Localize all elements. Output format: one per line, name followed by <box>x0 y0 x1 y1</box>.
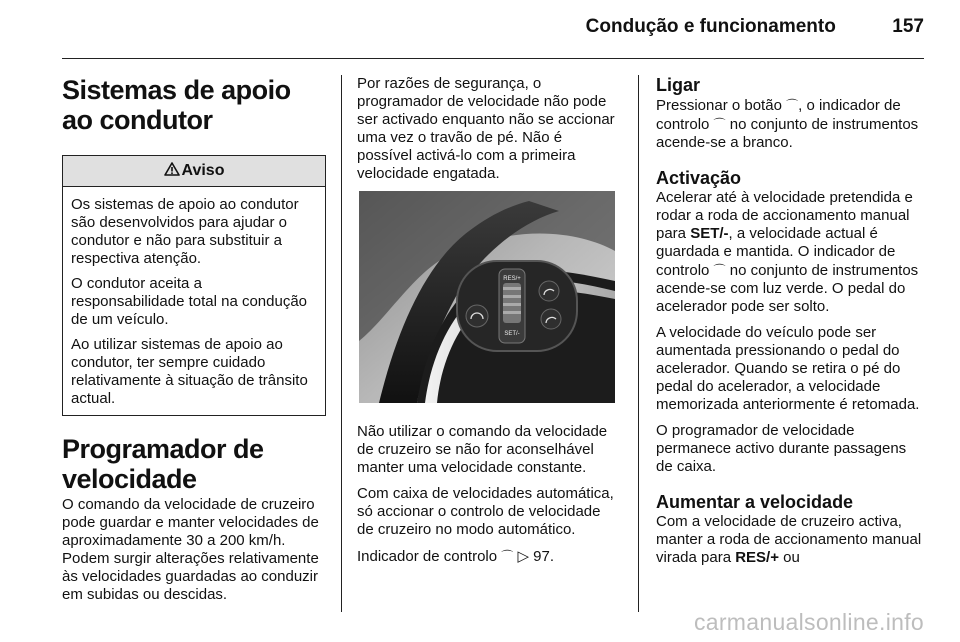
section-title: Condução e funcionamento <box>585 16 836 37</box>
constant-speed-paragraph: Não utilizar o comando da velocidade de cruzeiro se não for aconselhável manter uma velocidade constante. <box>357 423 608 476</box>
accelerate-paragraph: A velocidade do veículo pode ser aumentada pressionando o pedal do acelerador. Quando se retira o pé do pedal do acelerador, a velocidade memorizada anteriormente é retomada. <box>656 324 920 413</box>
reference-label: Indicador de controlo <box>357 548 498 565</box>
header-divider <box>62 58 924 59</box>
column-1 <box>62 75 326 612</box>
cruise-control-icon: ⌒ <box>786 98 799 112</box>
column-divider <box>341 75 342 612</box>
set-label: SET/- <box>504 331 520 337</box>
column-2 <box>357 75 621 574</box>
res-control-label: RES/+ <box>735 549 779 566</box>
warning-paragraph: O condutor aceita a responsabilidade total na condução de um veículo. <box>71 275 308 328</box>
text-run: , o indicador de controlo <box>656 97 901 133</box>
column-3 <box>656 75 922 575</box>
reference-page[interactable]: 97. <box>533 548 555 565</box>
warning-paragraph: Ao utilizar sistemas de apoio ao condutor, ter sempre cuidado relativamente à situação de trânsito actual. <box>71 336 308 407</box>
page-reference-arrow-icon[interactable]: ▷ <box>517 548 529 565</box>
text-run: no conjunto de instrumentos acende-se a branco. <box>656 116 919 151</box>
page-header <box>0 16 924 38</box>
column-divider <box>638 75 639 612</box>
activacao-paragraph <box>656 189 922 316</box>
ligar-paragraph <box>656 96 922 152</box>
increase-speed-paragraph <box>656 513 922 567</box>
text-run: ou <box>783 549 800 566</box>
cruise-control-icon: ⌒ <box>713 263 726 277</box>
warning-body <box>63 187 325 408</box>
section-heading-cruise: Programador de velocidade <box>62 434 264 494</box>
heading-aumentar-velocidade: Aumentar a velocidade <box>656 492 854 512</box>
page-number: 157 <box>892 16 924 37</box>
automatic-gearbox-paragraph: Com caixa de velocidades automática, só accionar o controlo de velocidade de cruzeiro no modo automático. <box>357 485 614 538</box>
text-run: Pressionar o botão <box>656 97 782 114</box>
text-run: Acelerar até à velocidade pretendida e rodar a roda de accionamento manual para <box>656 189 913 242</box>
warning-paragraph: Os sistemas de apoio ao condutor são desenvolvidos para ajudar o condutor e não para substituir a respectiva atenção. <box>71 196 299 267</box>
cruise-intro-paragraph: O comando da velocidade de cruzeiro pode guardar e manter velocidades de aproximadamente 30 a 200 km/h. Podem surgir alterações relativamente às velocidades guardadas ao conduzir em subidas ou descidas. <box>62 496 319 603</box>
warning-header <box>63 156 325 187</box>
warning-triangle-icon <box>164 162 180 176</box>
cruise-control-icon: ⌒ <box>501 549 514 563</box>
safety-paragraph: Por razões de segurança, o programador de velocidade não pode ser activado enquanto não se accionar uma vez o travão de pé. Não é possível activá-lo com a primeira velocidade engatada. <box>357 75 615 182</box>
warning-title: Aviso <box>181 162 225 179</box>
main-heading: Sistemas de apoio ao condutor <box>62 75 291 135</box>
watermark: carmanualsonline.info <box>693 609 924 635</box>
res-label: RES/+ <box>503 276 521 282</box>
gear-change-paragraph: O programador de velocidade permanece activo durante passagens de caixa. <box>656 422 907 475</box>
heading-activacao: Activação <box>656 168 742 188</box>
text-run: , a velocidade actual é guardada e mantida. O indicador de controlo <box>656 225 896 279</box>
warning-box <box>62 155 326 416</box>
cruise-control-icon: ⌒ <box>713 117 726 131</box>
text-run: Com a velocidade de cruzeiro activa, manter a roda de accionamento manual virada para <box>656 513 922 566</box>
control-indicator-reference <box>357 547 621 566</box>
set-control-label: SET/- <box>690 225 729 242</box>
text-run: no conjunto de instrumentos acende-se com luz verde. O pedal do acelerador pode ser solto. <box>656 262 919 315</box>
heading-ligar: Ligar <box>656 75 701 95</box>
steering-wheel-controls-figure <box>359 191 615 403</box>
